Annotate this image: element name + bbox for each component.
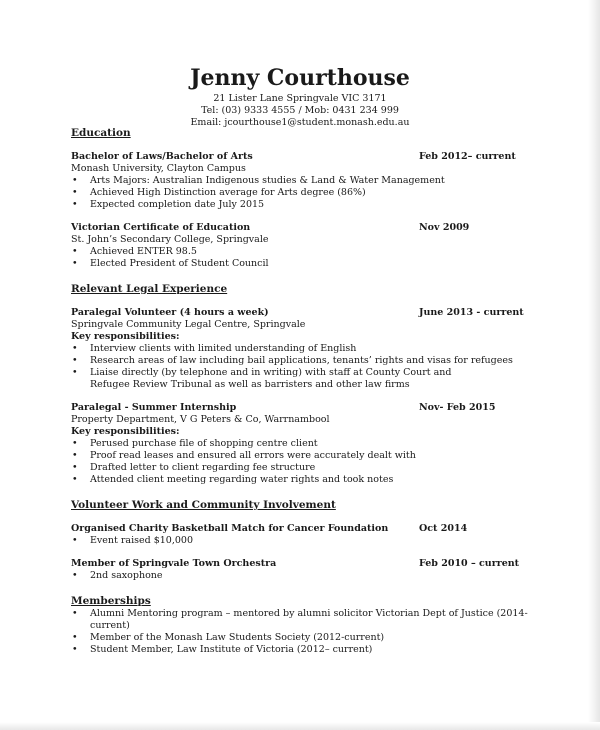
resume-header [0,64,600,129]
entry-organisation: Springvale Community Legal Centre, Springvale [71,319,306,330]
list-item: • Interview clients with limited understanding of English [71,343,531,355]
bullet-list [71,343,531,391]
resume-name: Jenny Courthouse [190,65,410,91]
responsibilities-label: Key responsibilities: [71,331,180,342]
section-title-legal-experience: Relevant Legal Experience [71,283,228,295]
entry-date: Nov 2009 [419,222,470,233]
list-item: • Arts Majors: Australian Indigenous studies & Land & Water Management [71,175,531,187]
entry-heading [71,151,531,163]
entry-heading [71,222,531,234]
list-item: • Student Member, Law Institute of Victoria (2012– current) [71,644,531,656]
bullet-list [71,246,531,270]
volunteer-entry-orchestra [71,558,531,582]
email-line: Email: jcourthouse1@student.monash.edu.au [190,117,410,128]
entry-heading [71,558,531,570]
entry-date: June 2013 - current [419,307,524,318]
page-edge-shadow-bottom [0,722,600,730]
list-item: • 2nd saxophone [71,570,531,582]
section-title-memberships: Memberships [71,595,151,607]
list-item: • Drafted letter to client regarding fee structure [71,462,531,474]
bullet-list [71,175,531,211]
list-item: • Elected President of Student Council [71,258,531,270]
list-item: • Expected completion date July 2015 [71,199,531,211]
entry-date: Nov- Feb 2015 [419,402,496,413]
entry-title: Victorian Certificate of Education [71,222,251,233]
entry-heading [71,307,531,319]
section-title-volunteer: Volunteer Work and Community Involvement [71,499,336,511]
phone-line: Tel: (03) 9333 4555 / Mob: 0431 234 999 [201,105,399,116]
volunteer-entry-charity [71,523,531,547]
list-item: • Alumni Mentoring program – mentored by alumni solicitor Victorian Dept of Justice (2014-current) [71,608,531,632]
address-line: 21 Lister Lane Springvale VIC 3171 [213,93,387,104]
bullet-list [71,608,531,656]
entry-organisation: Property Department, V G Peters & Co, Warrnambool [71,414,330,425]
entry-date: Oct 2014 [419,523,468,534]
entry-heading [71,402,531,414]
responsibilities-label: Key responsibilities: [71,426,180,437]
list-item: • Achieved ENTER 98.5 [71,246,531,258]
entry-title: Paralegal - Summer Internship [71,402,237,413]
entry-title: Bachelor of Laws/Bachelor of Arts [71,151,253,162]
education-entry-vce [71,222,531,270]
entry-title: Member of Springvale Town Orchestra [71,558,277,569]
list-item: • Event raised $10,000 [71,535,531,547]
bullet-list [71,570,531,582]
list-item: • Perused purchase file of shopping centre client [71,438,531,450]
list-item-text-continued: Refugee Review Tribunal as well as barristers and other law firms [90,379,410,390]
legal-entry-volunteer [71,307,531,391]
list-item: • Research areas of law including bail applications, tenants’ rights and visas for refugees [71,355,531,367]
education-entry-law [71,151,531,211]
entry-organisation: St. John’s Secondary College, Springvale [71,234,269,245]
bullet-list [71,535,531,547]
bullet-list [71,438,531,486]
entry-date: Feb 2012– current [419,151,516,162]
entry-date: Feb 2010 – current [419,558,520,569]
entry-organisation: Monash University, Clayton Campus [71,163,246,174]
list-item-text: Liaise directly (by telephone and in writing) with staff at County Court and [90,367,452,378]
entry-title: Paralegal Volunteer (4 hours a week) [71,307,269,318]
list-item: • Achieved High Distinction average for Arts degree (86%) [71,187,531,199]
entry-title: Organised Charity Basketball Match for Cancer Foundation [71,523,389,534]
list-item: • Proof read leases and ensured all errors were accurately dealt with [71,450,531,462]
section-title-education: Education [71,127,131,139]
entry-heading [71,523,531,535]
list-item: • Member of the Monash Law Students Society (2012-current) [71,632,531,644]
list-item: • Attended client meeting regarding water rights and took notes [71,474,531,486]
resume-body [71,126,531,656]
list-item [71,367,531,391]
legal-entry-internship [71,402,531,486]
